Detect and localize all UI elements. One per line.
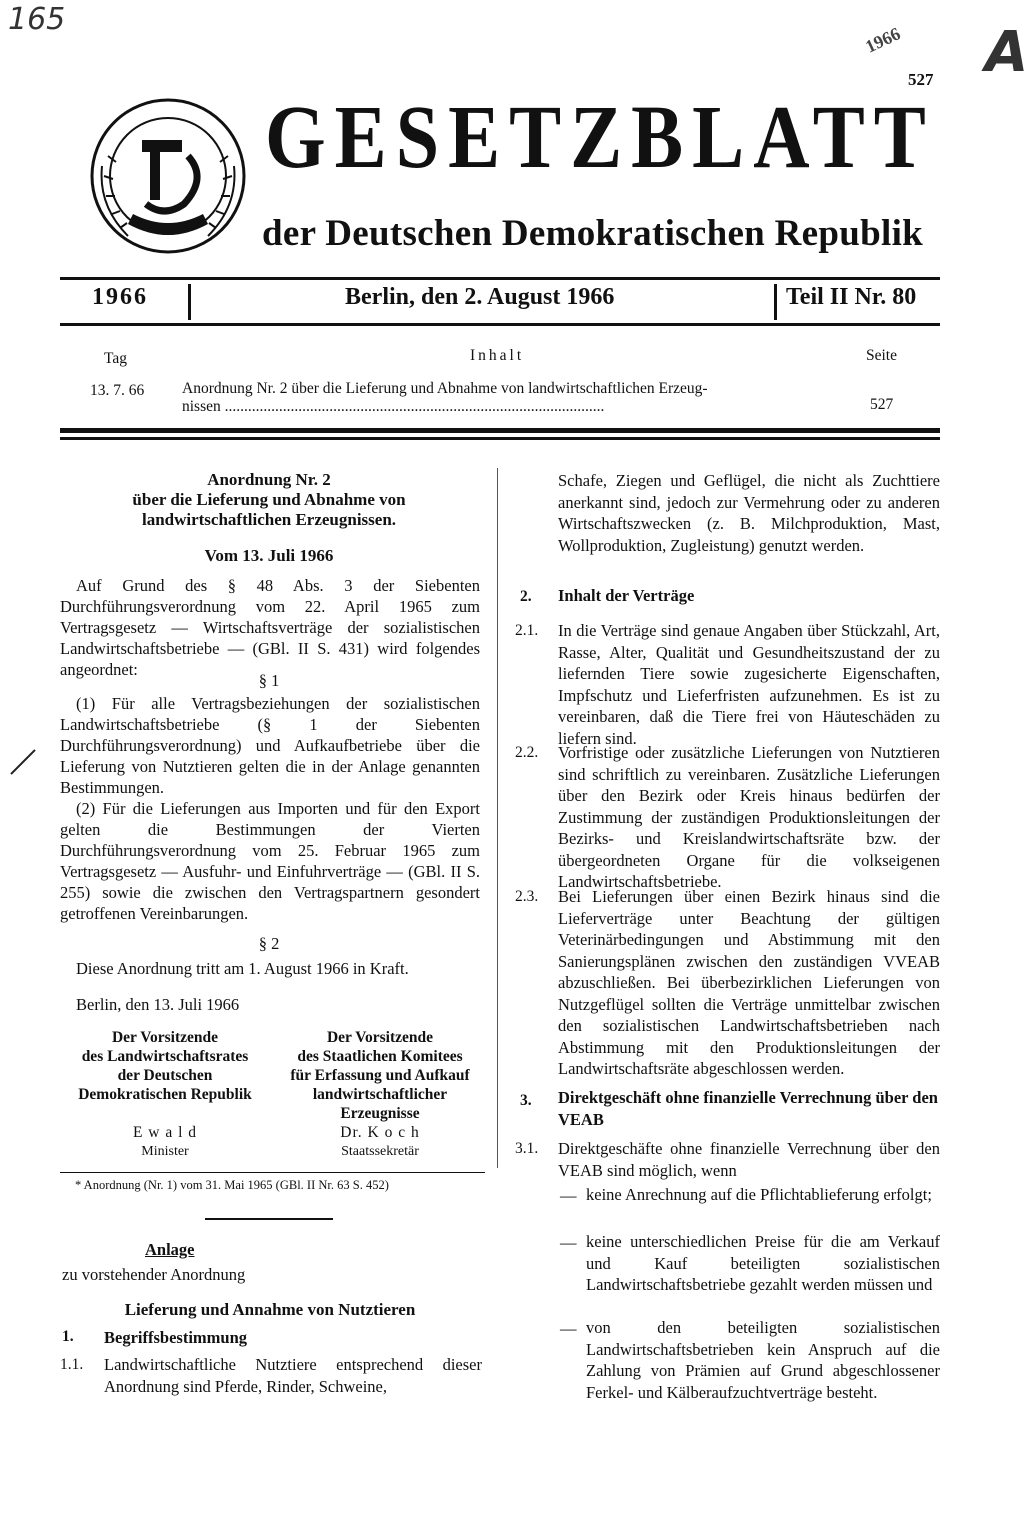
section-2-2-text: Vorfristige oder zusätzliche Lieferungen von Nutztieren sind schriftlich zu vereinbaren. Zusätzliche Lieferungen über den Bezirk oder Kreis hinaus bedürfen der Zustimmung der zuständigen Produktionsleitungen der Bezirks- und Kreislandwirtschaftsräte bzw. der übergeordneten Organe für die volkseigenen Landwirtschaftsbetriebe. — [558, 743, 940, 891]
preamble-text: Auf Grund des § 48 Abs. 3 der Siebenten Durchführungsverordnung vom 22. April 1965 zum Vertragsgesetz — Wirtschaftsverträge der sozialistischen Landwirtschaftsbetriebe — (GBl. II S. 431) wird folgendes angeordnet: — [60, 576, 480, 679]
sig1-role: Minister — [141, 1144, 189, 1159]
annex-subtitle: zu vorstehender Anordnung — [62, 1265, 246, 1284]
annex-heading: Lieferung und Annahme von Nutztieren — [124, 1300, 416, 1319]
section-1-heading: § 1 — [258, 671, 280, 690]
toc-entry-line2: nissen .................................................................................................. — [182, 398, 605, 415]
signed-place-date: Berlin, den 13. Juli 1966 — [76, 995, 240, 1014]
header-divider-right — [774, 284, 777, 320]
sig1-line4: Demokratischen Republik — [78, 1086, 252, 1103]
signatory-2-name — [275, 1123, 485, 1161]
section-3-1-number: 3.1. — [515, 1140, 539, 1157]
issue-part: Teil II Nr. 80 — [786, 284, 917, 310]
bullet-1-text: keine Anrechnung auf die Pflichtablieferung erfolgt; — [586, 1185, 932, 1204]
header-top-rule — [60, 277, 940, 280]
bullet-2-text: keine unterschiedlichen Preise für die am Verkauf und Kauf beteiligten sozialistischen Landwirtschaftsbetriebe gezahlt werden müssen und — [586, 1232, 940, 1294]
sig2-line2: des Staatlichen Komitees — [297, 1048, 463, 1065]
section-2-3-number: 2.3. — [515, 888, 539, 905]
section-1-1-text: Landwirtschaftliche Nutztiere entsprechend dieser Anordnung sind Pferde, Rinder, Schweine, — [104, 1355, 482, 1396]
sig2-line4: landwirtschaftlicher — [312, 1086, 448, 1103]
toc-rule-thin — [60, 437, 940, 440]
toc-entry-line1: Anordnung Nr. 2 über die Lieferung und Abnahme von landwirtschaftlichen Erzeug- — [182, 380, 708, 397]
column-divider — [497, 468, 498, 1168]
section-1-number: 1. — [62, 1328, 74, 1345]
sig1-line3: der Deutschen — [117, 1067, 213, 1084]
section-2-1-text: In die Verträge sind genaue Angaben über Stückzahl, Art, Rasse, Alter, Qualität und Gesundheitszustand der zu liefernden Tiere sowie zugesicherte Eigenschaften, Impfschutz und Lieferfristen aufzunehmen. Es ist zu vereinbaren, daß die Tiere frei von Häuteschäden zu liefern sind. — [558, 621, 940, 748]
sig2-role: Staatssekretär — [341, 1144, 419, 1159]
ordinance-title-line3: landwirtschaftlichen Erzeugnissen. — [141, 510, 397, 529]
masthead-subtitle: der Deutschen Demokratischen Republik — [262, 213, 924, 254]
footnote-rule — [60, 1172, 485, 1173]
toc-col-page: Seite — [866, 347, 897, 364]
issue-place-date: Berlin, den 2. August 1966 — [345, 284, 615, 310]
issue-year: 1966 — [92, 284, 148, 310]
ordinance-preamble — [60, 575, 480, 680]
handwritten-letter: A — [985, 20, 1028, 85]
section-1-title: Begriffsbestimmung — [104, 1328, 247, 1347]
signatory-1-title — [60, 1028, 270, 1104]
page-number: 527 — [908, 70, 934, 89]
section-2-title: Inhalt der Verträge — [558, 586, 695, 605]
signatory-2-title — [275, 1028, 485, 1123]
section-2-heading: § 2 — [258, 934, 280, 953]
section-1-para-1 — [60, 693, 480, 798]
section-2-1-number: 2.1. — [515, 622, 539, 639]
state-emblem — [88, 96, 248, 256]
signatory-1-name — [60, 1123, 270, 1161]
ordinance-title-line1: Anordnung Nr. 2 — [207, 470, 331, 489]
section-2-3-text: Bei Lieferungen über einen Bezirk hinaus sind die Lieferverträge unter Beachtung der gültigen Veterinärbedingungen und Abstimmung mit den Sanierungsplänen zwischen den zuständigen VVEAB abzuschließen. Bei überbezirklichen Lieferungen von Nutzgeflügel sollten die Verträge unmittelbar zwischen den sozialistischen Landwirtschaftsbetrieben nach Abstimmung mit den Produktionsleitungen der Landwirtschaftsräte abgeschlossen werden. — [558, 887, 940, 1078]
section-2-text: Diese Anordnung tritt am 1. August 1966 in Kraft. — [76, 959, 409, 978]
toc-col-content: Inhalt — [470, 347, 525, 364]
sig2-line5: Erzeugnisse — [340, 1105, 420, 1122]
annex-title: Anlage — [145, 1240, 195, 1259]
footnote: * Anordnung (Nr. 1) vom 31. Mai 1965 (GBl. II Nr. 63 S. 452) — [75, 1178, 389, 1192]
section-3-number: 3. — [520, 1092, 532, 1109]
sig2-name: Dr. K o c h — [340, 1124, 420, 1141]
header-divider-left — [188, 284, 191, 320]
toc-col-day: Tag — [104, 350, 128, 367]
para-2-text: (2) Für die Lieferungen aus Importen und für den Export gelten die Bestimmungen der Vierten Durchführungsverordnung vom 25. Februar 1965 zum Vertragsgesetz — Ausfuhr- und Einfuhrverträge — (GBl. II S. 255) sowie die zwischen den Vertragspartnern gesondert getroffenen Vereinbarungen. — [60, 799, 480, 923]
bullet-2-dash: — — [560, 1233, 577, 1252]
margin-stroke — [10, 749, 35, 774]
annex-separator — [205, 1218, 333, 1220]
para-1-text: (1) Für alle Vertragsbeziehungen der sozialistischen Landwirtschaftsbetriebe (§ 1 der Siebenten Durchführungsverordnung) und Aufkaufbetriebe über die Lieferung von Nutztieren gelten die in der Anlage genannten Bestimmungen. — [60, 694, 480, 797]
section-3-1-text: Direktgeschäfte ohne finanzielle Verrechnung über den VEAB sind möglich, wenn — [558, 1139, 940, 1180]
section-1-1-number: 1.1. — [60, 1356, 84, 1373]
bullet-3-dash: — — [560, 1319, 577, 1338]
sig1-line2: des Landwirtschaftsrates — [81, 1048, 249, 1065]
ordinance-title-line2: über die Lieferung und Abnahme von — [132, 490, 406, 509]
continued-text: Schafe, Ziegen und Geflügel, die nicht als Zuchttiere anerkannt sind, jedoch zur Vermehrung oder zu anderen Wirtschaftszwecken (z. B. Milchproduktion, Mast, Wollproduktion, Zugleistung) genutzt werden. — [558, 471, 940, 555]
toc-rule-thick — [60, 428, 940, 433]
ordinance-title — [60, 470, 478, 530]
masthead-title: GESETZBLATT — [265, 86, 935, 187]
bullet-3-text: von den beteiligten sozialistischen Landwirtschaftsbetrieben kein Anspruch auf die Zahlung von Prämien auf Grund abgeschlossener Ferkel- und Kälberaufzuchtverträge besteht. — [586, 1318, 940, 1402]
handwritten-page-note: 165 — [8, 2, 66, 37]
sig1-line1: Der Vorsitzende — [111, 1029, 219, 1046]
sig1-name: E w a l d — [132, 1124, 198, 1141]
header-bottom-rule — [60, 323, 940, 326]
section-3-title: Direktgeschäft ohne finanzielle Verrechnung über den VEAB — [558, 1088, 938, 1129]
toc-entry-page: 527 — [870, 396, 894, 413]
section-2-2-number: 2.2. — [515, 744, 539, 761]
bullet-1-dash: — — [560, 1186, 577, 1205]
sig2-line3: für Erfassung und Aufkauf — [290, 1067, 470, 1084]
ordinance-date: Vom 13. Juli 1966 — [204, 546, 334, 565]
sig2-line1: Der Vorsitzende — [326, 1029, 434, 1046]
toc-entry-date: 13. 7. 66 — [90, 382, 145, 399]
section-1-para-2 — [60, 798, 480, 924]
section-2-number: 2. — [520, 588, 532, 605]
faint-stamp: 1966 — [862, 23, 904, 57]
